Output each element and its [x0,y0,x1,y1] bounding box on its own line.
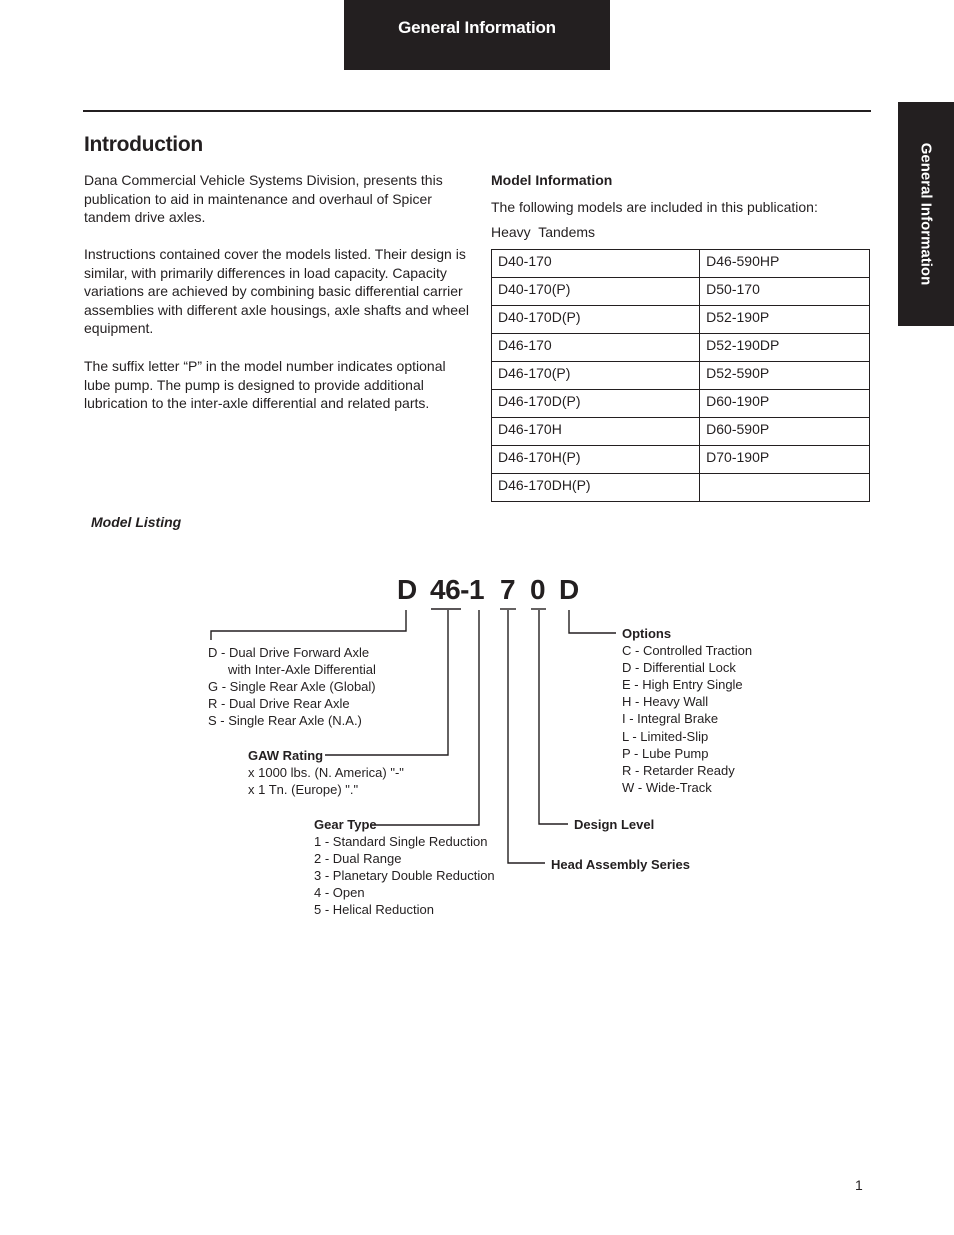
table-cell: D40-170(P) [492,278,700,306]
intro-paragraph-2: Instructions contained cover the models listed. Their design is similar, with primarily differences in load capacity. Capacity variations are achieved by combining basic differential carrier assemblies with different axle housings, axle shafts and wheel equipment. [84,246,469,336]
table-cell: D46-170D(P) [492,390,700,418]
gear-type-legend: Gear Type 1 - Standard Single Reduction 2 - Dual Range 3 - Planetary Double Reduction 4 - Open 5 - Helical Reduction [314,817,495,918]
table-cell: D70-190P [700,446,870,474]
table-cell: D46-170DH(P) [492,474,700,502]
intro-paragraph-1: Dana Commercial Vehicle Systems Division, presents this publication to aid in maintenance and overhaul of Spicer tandem drive axles. [84,172,443,225]
model-info-title: Model Information [491,172,613,188]
table-cell: D46-170(P) [492,362,700,390]
table-cell: D40-170D(P) [492,306,700,334]
code-part-gaw-gear: 46-1 [430,574,485,605]
table-cell: D40-170 [492,250,700,278]
table-cell: D52-190P [700,306,870,334]
table-cell: D52-590P [700,362,870,390]
options-line [569,610,616,633]
design-level-legend: Design Level [574,817,655,832]
model-listing-title: Model Listing [91,514,182,530]
heavy-tandems-label: Heavy Tandems [491,224,596,240]
table-cell: D46-590HP [700,250,870,278]
head-assembly-legend: Head Assembly Series [551,857,690,872]
intro-title: Introduction [84,133,203,156]
table-cell: D50-170 [700,278,870,306]
code-part-head: 7 [500,574,516,605]
model-info-description: The following models are included in this publication: [491,199,818,215]
table-cell: D46-170H [492,418,700,446]
page-number: 1 [855,1177,863,1193]
table-cell: D46-170 [492,334,700,362]
design-line [539,610,568,824]
table-cell: D60-190P [700,390,870,418]
gaw-rating-legend: GAW Rating x 1000 lbs. (N. America) "-" x 1 Tn. (Europe) "." [248,748,404,798]
table-cell: D52-190DP [700,334,870,362]
code-part-design: 0 [530,574,546,605]
code-part-options: D [559,574,579,605]
drive-type-legend: D - Dual Drive Forward Axle with Inter-Axle Differential G - Single Rear Axle (Global) R - Dual Drive Rear Axle S - Single Rear Axle (N.A.) [208,645,376,729]
side-tab-label: General Information [917,142,935,286]
code-part-drive: D [397,574,417,605]
header-tab: General Information [344,0,610,70]
intro-paragraph-3: The suffix letter “P” in the model number indicates optional lube pump. The pump is designed to provide additional lubrication to the inter-axle differential and related parts. [84,358,446,411]
table-cell: D46-170H(P) [492,446,700,474]
drive-type-line [211,610,406,640]
table-cell: D60-590P [700,418,870,446]
options-legend: Options C - Controlled Traction D - Differential Lock E - High Entry Single H - Heavy Wall I - Integral Brake L - Limited-Slip P - Lube Pump R - Retarder Ready W - Wide-Track [622,626,753,795]
